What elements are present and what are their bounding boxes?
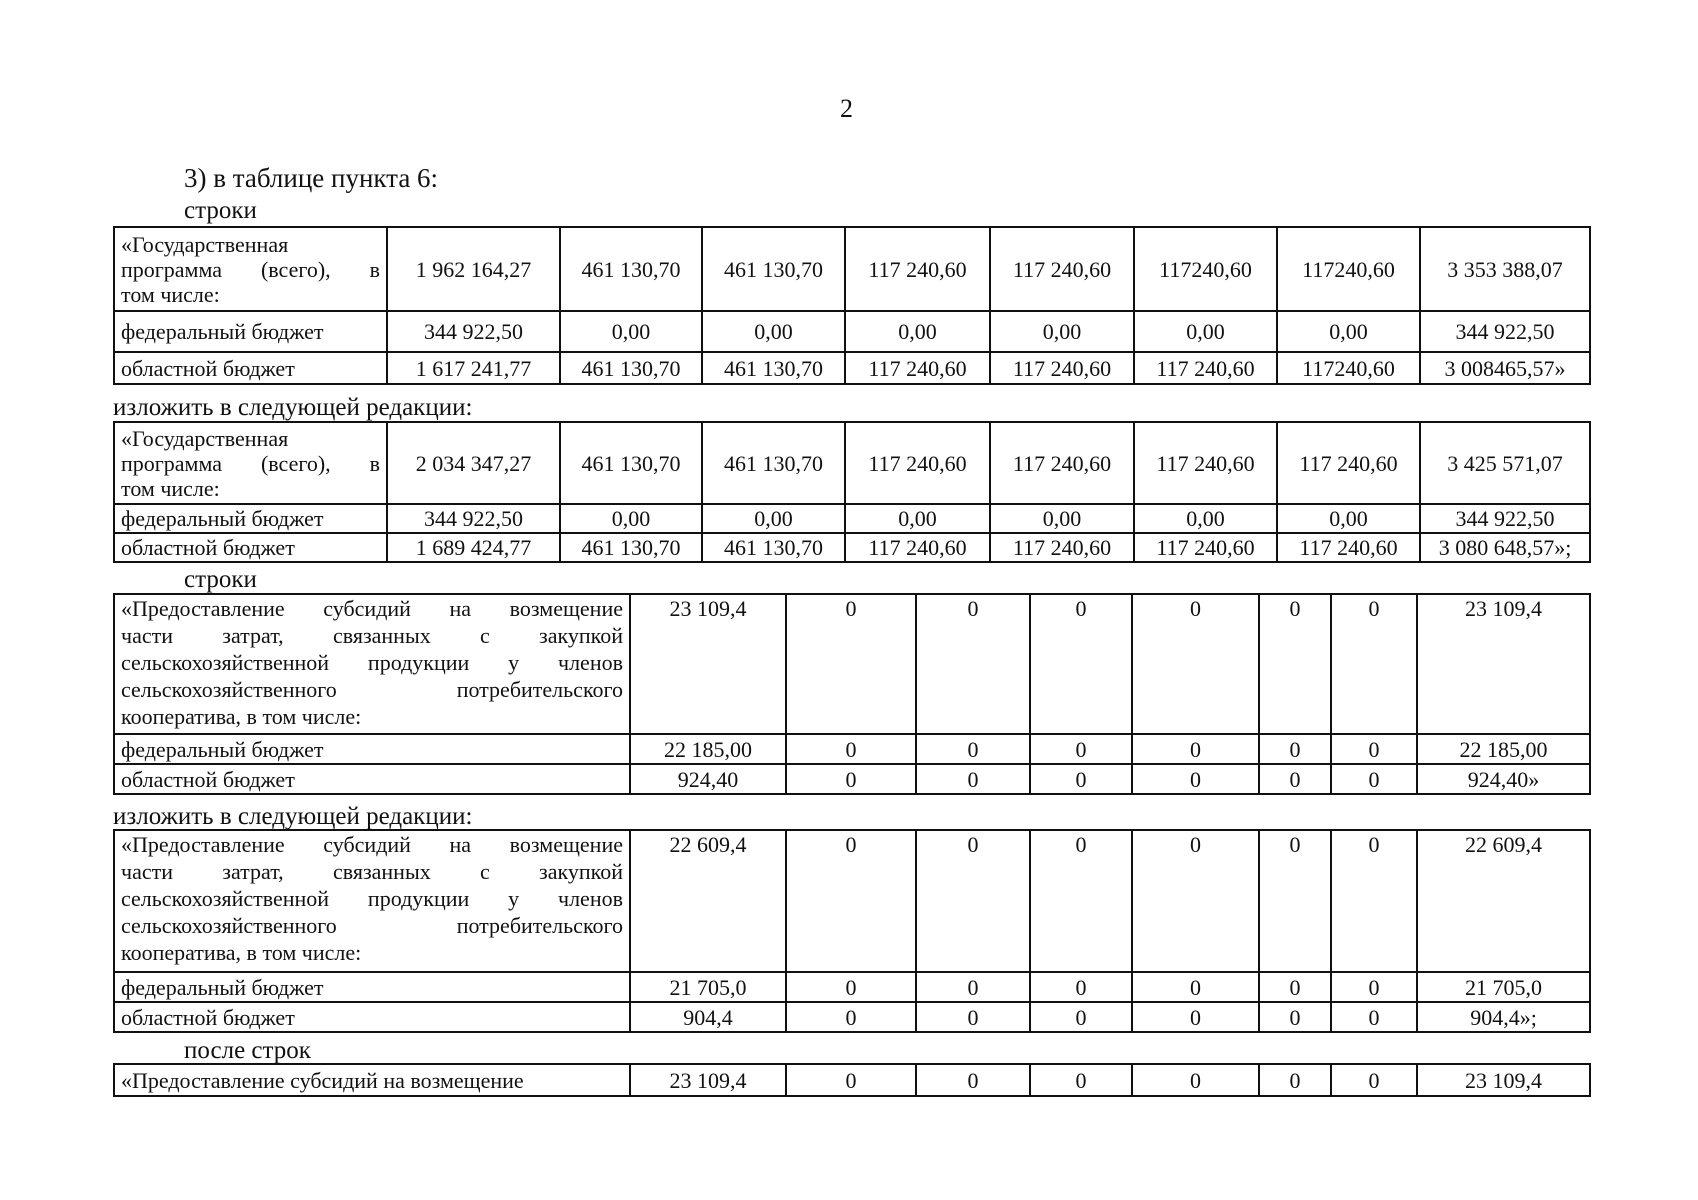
table-cell: 0 [1132,972,1259,1002]
table-cell: 1 689 424,77 [387,533,560,562]
table-cell: 22 609,4 [630,830,786,972]
table-row [114,594,1590,734]
row-label-line: сельскохозяйственной продукции у членов [121,650,623,675]
table-cell: 0,00 [560,311,702,352]
table-cell: 0,00 [1134,504,1277,533]
row-label-line: программа (всего), в [121,256,380,282]
table-cell: 0 [1132,830,1259,972]
table-cell: 2 034 347,27 [387,422,560,504]
table-row [114,311,1590,352]
row-label [114,352,387,384]
table-cell: 117 240,60 [1277,422,1420,504]
table-cell: 461 130,70 [560,352,702,384]
row-label [114,533,387,562]
table-cell: 0 [1132,1064,1259,1096]
table-cell: 0 [1030,830,1132,972]
row-label [114,1002,630,1032]
row-label-line: части затрат, связанных с закупкой [121,623,623,648]
table-cell: 117 240,60 [1134,533,1277,562]
table-cell: 0,00 [845,311,990,352]
table-cell: 0,00 [560,504,702,533]
table-cell: 23 109,4 [630,1064,786,1096]
table-cell: 0 [1259,1002,1331,1032]
row-label [114,734,630,764]
table-cell: 344 922,50 [387,311,560,352]
label-replace-1: изложить в следующей редакции: [113,394,473,421]
table-cell: 0,00 [845,504,990,533]
table-cell: 461 130,70 [560,422,702,504]
table-cell: 0 [1259,594,1331,734]
table-cell: 0 [916,764,1030,794]
table-cell: 0,00 [1134,311,1277,352]
table-row [114,533,1590,562]
table-cell: 0 [1331,972,1417,1002]
table-cell: 117 240,60 [990,352,1134,384]
row-label-line: программа (всего), в [121,450,380,476]
label-after-rows: после строк [184,1037,311,1064]
table-cell: 0 [916,1064,1030,1096]
row-label-line: том числе: [121,475,220,501]
table-cell: 117 240,60 [1134,352,1277,384]
table-cell: 21 705,0 [630,972,786,1002]
table-row [114,227,1590,311]
row-label-line: том числе: [121,281,220,307]
row-label [114,422,387,504]
table-cell: 0 [1030,734,1132,764]
table-row [114,422,1590,504]
label-rows-2: строки [184,566,257,593]
table-row [114,764,1590,794]
table-row [114,972,1590,1002]
table-cell: 344 922,50 [387,504,560,533]
table-row [114,504,1590,533]
table-cell: 0 [1030,1002,1132,1032]
table-cell: 117240,60 [1277,227,1420,311]
row-label-text: федеральный бюджет [121,736,324,762]
table-cell: 0 [1259,972,1331,1002]
table-cell: 461 130,70 [702,533,845,562]
table-cell: 21 705,0 [1417,972,1590,1002]
table-cell: 0 [1331,830,1417,972]
table-cell: 0,00 [702,504,845,533]
table-cell: 0 [916,594,1030,734]
table-cell: 904,4»; [1417,1002,1590,1032]
table-cell: 0 [786,830,916,972]
table-cell: 1 962 164,27 [387,227,560,311]
row-label-line: «Предоставление субсидий на возмещение [121,832,623,857]
table-cell: 0 [786,1002,916,1032]
table-cell: 0 [1259,764,1331,794]
table-cell: 924,40» [1417,764,1590,794]
table-cell: 117240,60 [1134,227,1277,311]
table-cell: 0 [916,734,1030,764]
table-cell: 22 185,00 [1417,734,1590,764]
table-cell: 117 240,60 [845,352,990,384]
table-cell: 117240,60 [1277,352,1420,384]
row-label [114,594,630,734]
table-cell: 3 080 648,57»; [1420,533,1590,562]
table-cell: 0 [786,1064,916,1096]
table-row [114,734,1590,764]
table-cell: 23 109,4 [630,594,786,734]
table-cell: 0 [1259,1064,1331,1096]
table-cell: 117 240,60 [1134,422,1277,504]
table-row [114,352,1590,384]
table-new-program [113,421,1591,563]
row-label-text: федеральный бюджет [121,974,324,1000]
table-cell: 0 [916,972,1030,1002]
row-label-text: областной бюджет [121,535,295,560]
row-label-text: «Предоставление субсидий на возмещение [121,1067,524,1093]
table-cell: 0 [1030,1064,1132,1096]
table-cell: 0,00 [1277,311,1420,352]
table-cell: 0 [1259,830,1331,972]
row-label [114,504,387,533]
row-label-line: «Государственная [121,425,289,451]
row-label-line: «Государственная [121,231,289,257]
table-cell: 117 240,60 [845,227,990,311]
row-label-line: части затрат, связанных с закупкой [121,859,623,884]
table-cell: 0 [1331,1002,1417,1032]
table-cell: 1 617 241,77 [387,352,560,384]
table-cell: 117 240,60 [990,422,1134,504]
table-cell: 0,00 [990,311,1134,352]
row-label-text: федеральный бюджет [121,319,324,344]
row-label [114,830,630,972]
row-label [114,311,387,352]
table-cell: 0 [1132,764,1259,794]
label-replace-2: изложить в следующей редакции: [113,803,473,830]
table-row [114,1064,1590,1096]
table-cell: 461 130,70 [702,352,845,384]
label-rows-1: строки [184,197,257,224]
table-cell: 117 240,60 [845,422,990,504]
table-cell: 924,40 [630,764,786,794]
table-cell: 0 [786,594,916,734]
table-cell: 0,00 [990,504,1134,533]
table-cell: 461 130,70 [702,227,845,311]
table-cell: 0 [1331,764,1417,794]
table-cell: 3 425 571,07 [1420,422,1590,504]
table-cell: 0 [916,1002,1030,1032]
table-row [114,830,1590,972]
row-label-line: кооператива, в том числе: [121,704,362,729]
table-cell: 0 [786,972,916,1002]
table-cell: 117 240,60 [1277,533,1420,562]
row-label-text: областной бюджет [121,1004,295,1030]
table-cell: 0 [1331,734,1417,764]
table-cell: 0,00 [1277,504,1420,533]
section-heading: 3) в таблице пункта 6: [184,163,439,193]
table-cell: 904,4 [630,1002,786,1032]
table-cell: 22 185,00 [630,734,786,764]
table-new-subsidy [113,829,1591,1033]
table-cell: 117 240,60 [990,533,1134,562]
row-label [114,1064,630,1096]
table-cell: 23 109,4 [1417,594,1590,734]
table-row [114,1002,1590,1032]
row-label-text: федеральный бюджет [121,506,324,531]
table-cell: 0 [916,830,1030,972]
table-cell: 3 353 388,07 [1420,227,1590,311]
table-after-rows [113,1063,1591,1097]
row-label [114,227,387,311]
table-cell: 117 240,60 [845,533,990,562]
table-cell: 0 [1132,734,1259,764]
row-label-line: сельскохозяйственной продукции у членов [121,886,623,911]
table-cell: 461 130,70 [560,533,702,562]
row-label-text: областной бюджет [121,355,295,381]
table-cell: 344 922,50 [1420,504,1590,533]
row-label-line: сельскохозяйственного потребительского [121,913,623,938]
table-cell: 0 [1132,1002,1259,1032]
row-label-line: сельскохозяйственного потребительского [121,677,623,702]
table-cell: 0 [1331,594,1417,734]
table-cell: 344 922,50 [1420,311,1590,352]
row-label-line: «Предоставление субсидий на возмещение [121,596,623,621]
table-cell: 0 [1030,764,1132,794]
row-label-line: кооператива, в том числе: [121,940,362,965]
table-cell: 117 240,60 [990,227,1134,311]
row-label [114,972,630,1002]
table-cell: 22 609,4 [1417,830,1590,972]
table-cell: 23 109,4 [1417,1064,1590,1096]
table-cell: 0 [1132,594,1259,734]
table-cell: 0,00 [702,311,845,352]
table-cell: 0 [1331,1064,1417,1096]
table-cell: 461 130,70 [560,227,702,311]
page-number: 2 [840,94,853,123]
table-cell: 0 [1030,972,1132,1002]
table-old-program [113,226,1591,385]
table-old-subsidy [113,593,1591,795]
row-label-text: областной бюджет [121,766,295,792]
row-label [114,764,630,794]
table-cell: 0 [1030,594,1132,734]
table-cell: 0 [786,734,916,764]
table-cell: 461 130,70 [702,422,845,504]
table-cell: 0 [1259,734,1331,764]
table-cell: 3 008465,57» [1420,352,1590,384]
table-cell: 0 [786,764,916,794]
